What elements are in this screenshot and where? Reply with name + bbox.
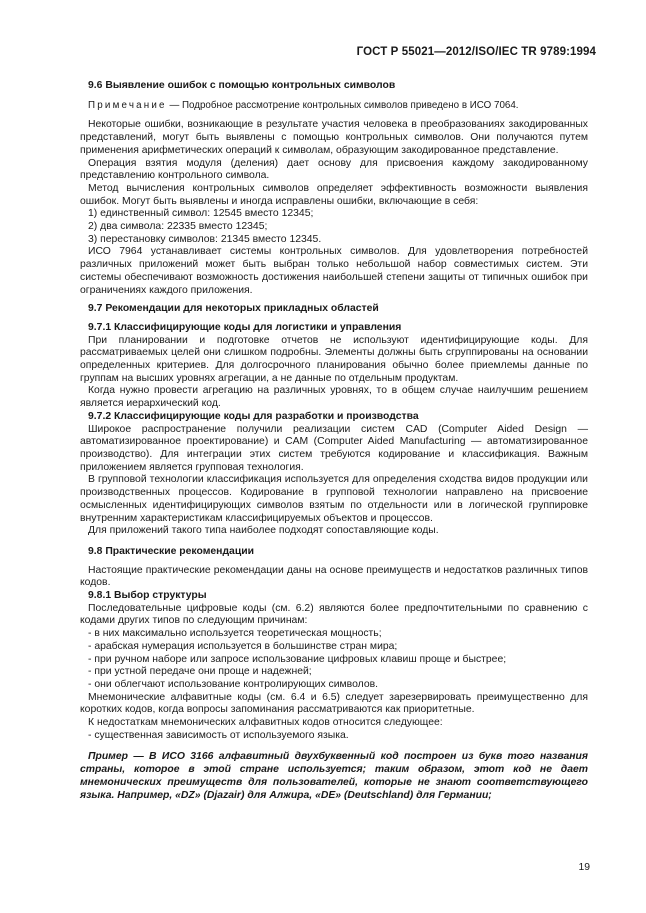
note-label: Примечание [88, 99, 167, 111]
paragraph: При планировании и подготовке отчетов не используют идентифицирующие коды. Для рассматриваемых целей они слишком подробны. Элементы должны быть сгруппированы на основании определенных критериев. Для долгосрочного планирования обычно более приемлемы данные по группам на высших уровнях агрегации, а не данные по отдельным продуктам. [80, 334, 588, 384]
example-paragraph: Пример — В ИСО 3166 алфавитный двухбуквенный код построен из букв того названия страны, которое в этой стране используется; таким образом, этот код не дает мнемонических преимуществ для пользователей, которые не знают соответствующего языка. Например, «DZ» (Djazair) для Алжира, «DE» (Deutschland) для Германии; [80, 751, 588, 801]
paragraph: К недостаткам мнемонических алфавитных кодов относится следующее: [88, 717, 443, 729]
list-item: 1) единственный символ: 12545 вместо 12345; [88, 208, 314, 220]
paragraph: Настоящие практические рекомендации даны на основе преимуществ и недостатков различных типов кодов. [80, 564, 588, 589]
list-item: 3) перестановку символов: 21345 вместо 12345. [88, 233, 322, 245]
paragraph: Метод вычисления контрольных символов определяет эффективность возможности выявления ошибок. Могут быть выявлены и иногда исправлены ошибки, включающие в себя: [80, 182, 588, 207]
list-item: - при устной передаче они проще и надежней; [88, 666, 312, 678]
page-number: 19 [578, 862, 590, 873]
paragraph: Последовательные цифровые коды (см. 6.2) являются более предпочтительными по сравнению с кодами других типов по следующим причинам: [80, 602, 588, 627]
paragraph: В групповой технологии классификация используется для определения сходства видов продукции или производственных процессов. Кодирование в групповой технологии направлено на присвоение осмысленных идентифицирующих символов взятым по отдельности или в логической группировке внутренним характеристикам классифицируемых объектов и процессов. [80, 474, 588, 524]
list-item: - в них максимально используется теоретическая мощность; [88, 628, 382, 640]
section-9-7-heading: 9.7 Рекомендации для некоторых прикладных областей [88, 303, 379, 315]
note [80, 100, 588, 113]
list-item: - при ручном наборе или запросе использование цифровых клавиш проще и быстрее; [88, 653, 507, 665]
paragraph: Мнемонические алфавитные коды (см. 6.4 и 6.5) следует зарезервировать преимущественно для коротких кодов, когда вопросы запоминания рассматриваются как приоритетные. [80, 691, 588, 716]
paragraph: Широкое распространение получили реализации систем CAD (Computer Aided Design — автоматизированное проектирование) и CAM (Computer Aided Manufacturing — автоматизированное производство). Для интеграции этих систем требуются кодирование и классификация. Важным приложением является групповая технология. [80, 423, 588, 473]
section-9-6-heading: 9.6 Выявление ошибок с помощью контрольных символов [88, 80, 396, 91]
list-item: 2) два символа: 22335 вместо 12345; [88, 221, 268, 233]
paragraph: Некоторые ошибки, возникающие в результате участия человека в преобразованиях закодированных представлений, могут быть выявлены с помощью контрольных символов. Они получаются путем применения арифметических операций к символам, образующим закодированное представление. [80, 119, 588, 156]
section-9-8-1-heading: 9.8.1 Выбор структуры [88, 590, 207, 602]
page-content [80, 80, 588, 802]
list-item: - арабская нумерация используется в большинстве стран мира; [88, 640, 398, 652]
note-text: — Подробное рассмотрение контрольных символов приведено в ИСО 7064. [166, 99, 519, 111]
paragraph: Для приложений такого типа наиболее подходят сопоставляющие коды. [88, 525, 439, 537]
section-9-7-1-heading: 9.7.1 Классифицирующие коды для логистики и управления [88, 321, 402, 333]
paragraph: Операция взятия модуля (деления) дает основу для присвоения каждому закодированному представлению контрольного символа. [80, 157, 588, 182]
paragraph: Когда нужно провести агрегацию на различных уровнях, то в общем случае наилучшим решением является иерархический код. [80, 385, 588, 410]
page-header: ГОСТ Р 55021—2012/ISO/IEC TR 9789:1994 [356, 46, 596, 58]
list-item: - существенная зависимость от используемого языка. [88, 729, 349, 741]
list-item: - они облегчают использование контролирующих символов. [88, 678, 379, 690]
section-9-8-heading: 9.8 Практические рекомендации [88, 545, 254, 557]
paragraph: ИСО 7964 устанавливает системы контрольных символов. Для удовлетворения потребностей различных приложений может быть выбран только небольшой набор совместимых систем. Эти системы обеспечивают возможность достижения наибольшей степени защиты от типичных ошибок при ограничениях каждого приложения. [80, 246, 588, 296]
section-9-7-2-heading: 9.7.2 Классифицирующие коды для разработки и производства [88, 410, 419, 422]
